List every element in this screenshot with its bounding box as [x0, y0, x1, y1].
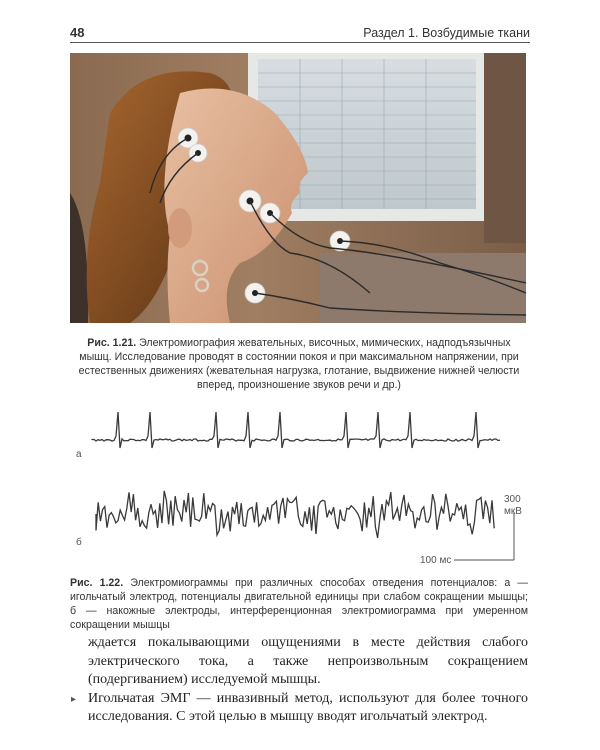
figure1-caption-text: Электромиография жевательных, височных, мимических, надподъязычных мышц. Исследование проводят в состоянии покоя и при максимальном напряжении, при естественных движениях (жевательная нагрузка, глотание, выдвижение нижней челюсти вперед, произношение звуков речи и др.): [78, 337, 520, 391]
figure2-label: Рис. 1.22.: [70, 577, 124, 589]
page-number: 48: [70, 25, 85, 40]
emg-figure: [70, 400, 530, 570]
figure1-label: Рис. 1.21.: [87, 337, 137, 349]
time-scale-label: 100 мс: [420, 555, 452, 566]
trace-a-label: а: [76, 449, 82, 460]
figure1-caption: [70, 336, 528, 392]
bullet-arrow-icon: ▸: [71, 693, 77, 705]
emg-trace-b: [96, 491, 494, 538]
body-text: [71, 634, 528, 727]
section-title: Раздел 1. Возбудимые ткани: [363, 26, 530, 40]
figure2-caption-text: Электромиограммы при различных способах отведения потенциалов: а — игольчатый электрод, потенциалы двигательной единицы при слабом сокращении мышцы; б — накожные электроды, интерференционная электромиограмма при умеренном сокращении мышцы: [70, 577, 528, 631]
figure-photo: [70, 53, 526, 323]
amplitude-value: 300: [504, 494, 521, 505]
bullet-text: Игольчатая ЭМГ — инвазивный метод, используют для более точного исследования. С этой целью в мышцу вводят игольчатый электрод.: [88, 690, 528, 724]
amplitude-unit: мкВ: [504, 506, 522, 517]
page-header: [70, 18, 530, 43]
emg-trace-a: [92, 412, 500, 448]
body-paragraph: ждается покалывающими ощущениями в месте действия слабого электрического тока, а также непроизвольным сокращением (подергиванием) исследуемой мышцы.: [88, 635, 528, 687]
figure2-caption: [70, 576, 528, 632]
trace-b-label: б: [76, 537, 82, 548]
bullet-item: [71, 690, 528, 727]
photo-illustration: [70, 53, 526, 323]
